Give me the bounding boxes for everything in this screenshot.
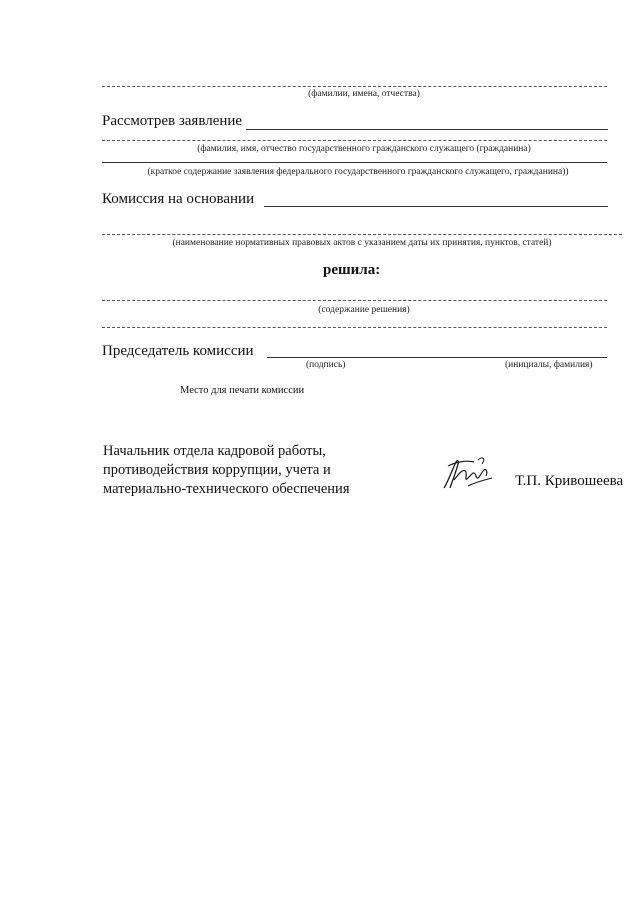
review-label: Рассмотрев заявление: [102, 113, 243, 129]
acts-line: [102, 234, 622, 235]
decision-line: [102, 300, 607, 301]
chairman-label: Председатель комиссии: [102, 343, 254, 359]
decision-caption: (содержание решения): [318, 305, 410, 315]
review-line: [246, 129, 608, 130]
position-line-1: Начальник отдела кадровой работы,: [103, 443, 326, 459]
names-line: [102, 86, 607, 87]
summary-caption: (краткое содержание заявления федерального государственного гражданского служащего, гражданина)): [147, 167, 569, 177]
employee-caption: (фамилия, имя, отчество государственного гражданского служащего (гражданина): [197, 144, 531, 154]
decided-label: решила:: [323, 262, 381, 278]
employee-line: [102, 140, 607, 141]
chairman-signature-line: [267, 357, 607, 358]
position-line-2: противодействия коррупции, учета и: [103, 462, 331, 478]
stamp-place: Место для печати комиссии: [180, 385, 305, 396]
decision-line-2: [102, 327, 607, 328]
handwritten-signature: [438, 452, 498, 494]
commission-label: Комиссия на основании: [102, 191, 255, 207]
signer-name: Т.П. Кривошеева: [515, 473, 624, 489]
summary-line: [102, 162, 607, 163]
commission-line: [264, 206, 608, 207]
position-line-3: материально-технического обеспечения: [103, 481, 350, 497]
initials-caption: (инициалы, фамилия): [505, 360, 593, 370]
signature-caption: (подпись): [306, 360, 346, 370]
names-caption: (фамилии, имена, отчества): [308, 89, 420, 99]
position-title: [103, 442, 403, 499]
acts-caption: (наименование нормативных правовых актов с указанием даты их принятия, пунктов, статей): [172, 238, 552, 248]
